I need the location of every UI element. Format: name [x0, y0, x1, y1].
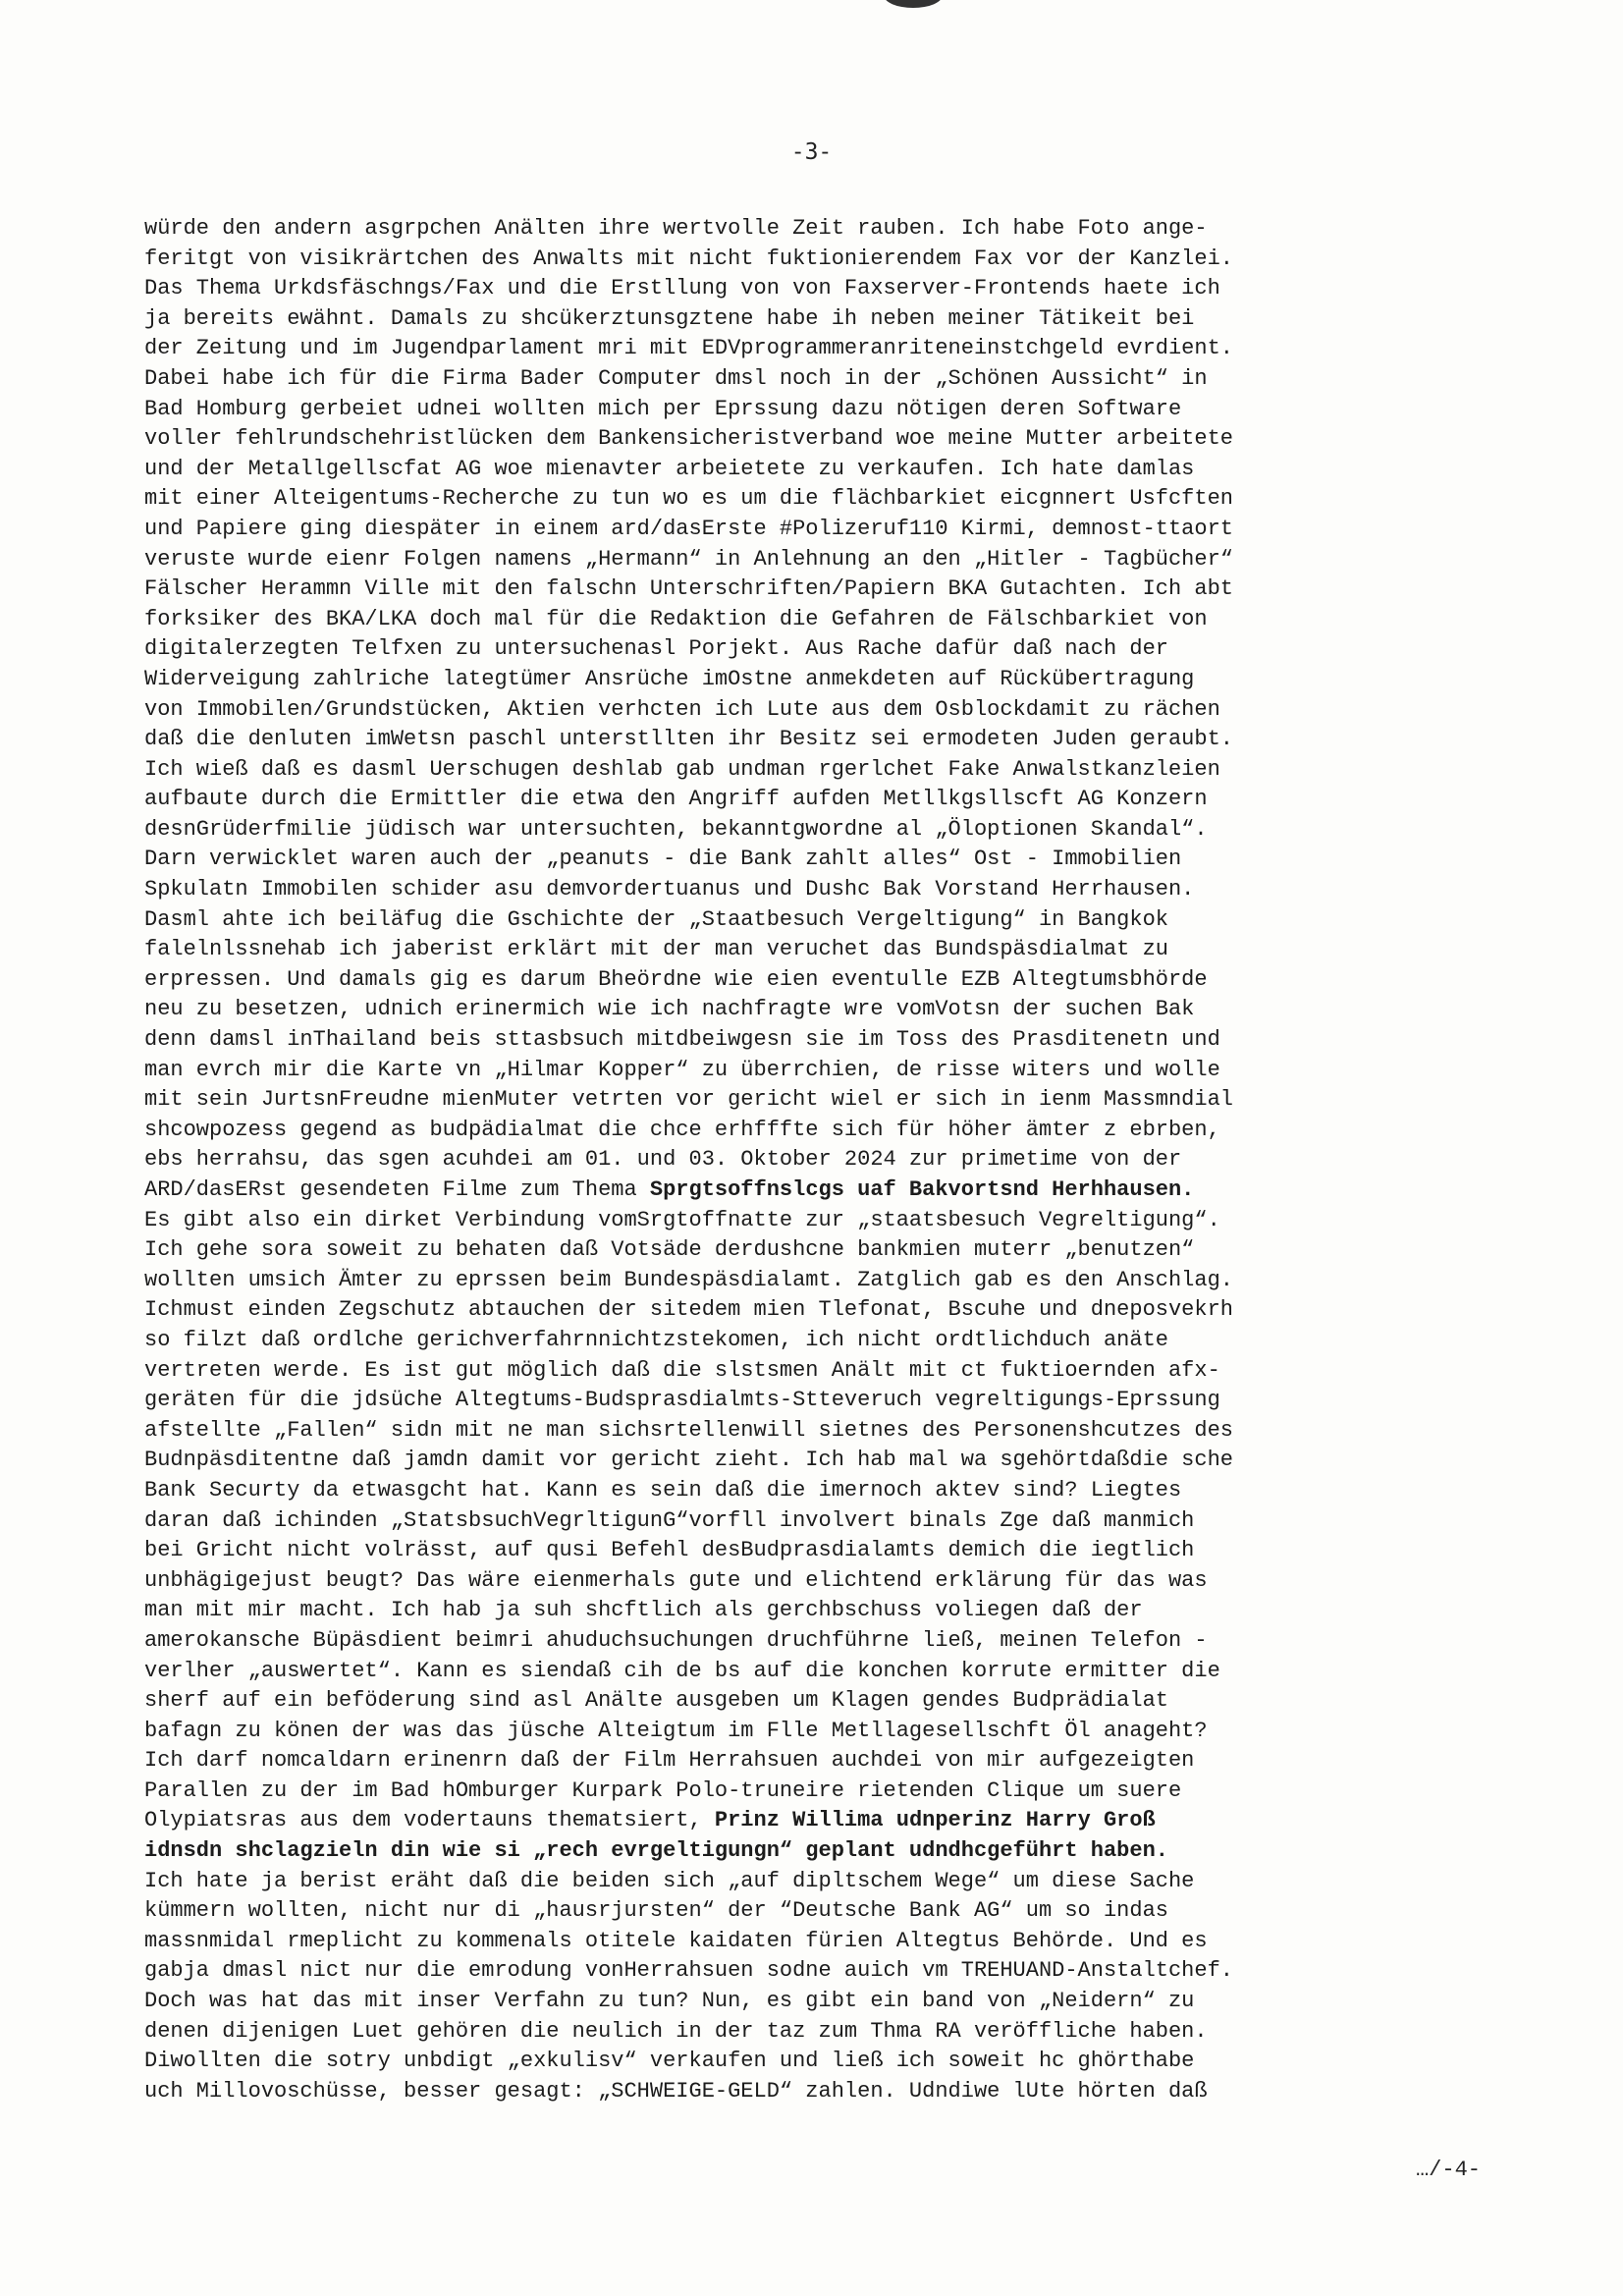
text-line — [144, 665, 1470, 695]
text-line — [144, 1867, 1470, 1897]
text-line — [144, 695, 1470, 726]
text-line-content: man mit mir macht. Ich hab ja suh shcftlich als gerchbschuss voliegen daß der — [144, 1598, 1143, 1623]
text-line-bold: Prinz Willima udnperinz Harry Groß — [714, 1808, 1156, 1833]
text-line-content: daran daß ichinden „StatsbsuchVegrltigunG“vorfll involvert binals Zge daß manmich — [144, 1507, 1195, 1533]
text-line — [144, 1446, 1470, 1476]
text-line — [144, 1836, 1470, 1867]
text-line — [144, 304, 1470, 335]
text-line — [144, 1085, 1470, 1116]
text-line — [144, 1476, 1470, 1506]
text-line-content: Widerveigung zahlriche lategtümer Ansrüche imOstne anmekdeten auf Rückübertragung — [144, 666, 1195, 691]
text-line — [144, 395, 1470, 425]
text-line-content: geräten für die jdsüche Altegtums-Budsprasdialmts-Stteveruch vegreltigungs-Eprssung — [144, 1388, 1220, 1413]
text-line-content: und der Metallgellscfat AG woe mienavter arbeietete zu verkaufen. Ich hate damlas — [144, 456, 1195, 481]
text-line — [144, 935, 1470, 965]
text-line — [144, 515, 1470, 545]
text-line — [144, 1295, 1470, 1326]
text-line — [144, 1025, 1470, 1056]
text-line-content: Spkulatn Immobilen schider asu demvordertuanus und Dushc Bak Vorstand Herrhausen. — [144, 877, 1195, 902]
text-line — [144, 1927, 1470, 1957]
text-line — [144, 1657, 1470, 1687]
text-line — [144, 1806, 1470, 1836]
text-line-content: und Papiere ging diespäter in einem ard/dasErste #Polizeruf110 Kirmi, demnost-ttaort — [144, 516, 1233, 541]
text-line-content: digitalerzegten Telfxen zu untersuchenasl Porjekt. Aus Rache dafür daß nach der — [144, 636, 1168, 662]
text-line-content: von Immobilen/Grundstücken, Aktien verhcten ich Lute aus dem Osblockdamit zu rächen — [144, 696, 1220, 722]
text-line-content: denn damsl inThailand beis sttasbsuch mitdbeiwgesn sie im Toss des Prasditenetn und — [144, 1027, 1220, 1053]
text-line — [144, 274, 1470, 304]
text-line — [144, 1145, 1470, 1175]
text-line — [144, 364, 1470, 395]
text-line — [144, 1506, 1470, 1537]
text-line — [144, 1416, 1470, 1447]
text-line-content: Ichmust einden Zegschutz abtauchen der sitedem mien Tlefonat, Bscuhe und dneposvekrh — [144, 1297, 1233, 1323]
text-line — [144, 995, 1470, 1025]
text-line — [144, 1356, 1470, 1387]
text-line — [144, 875, 1470, 905]
text-line-content: neu zu besetzen, udnich erinermich wie ich nachfragte wre vomVotsn der suchen Bak — [144, 997, 1195, 1022]
text-line-content: kümmern wollten, nicht nur di „hausrjursten“ der “Deutsche Bank AG“ um so indas — [144, 1898, 1168, 1924]
text-line-content: Das Thema Urkdsfäschngs/Fax und die Erstllung von von Faxserver-Frontends haete ich — [144, 276, 1220, 301]
body-text — [144, 214, 1470, 2106]
text-line-content: ARD/dasERst gesendeten Filme zum Thema — [144, 1177, 650, 1202]
text-line — [144, 965, 1470, 996]
punch-hole-mark — [884, 0, 943, 8]
text-line — [144, 1987, 1470, 2017]
text-line-content: der Zeitung und im Jugendparlament mri mit EDVprogrammeranriteneinstchgeld evrdient. — [144, 336, 1233, 361]
text-line — [144, 245, 1470, 275]
text-line-content: ja bereits ewähnt. Damals zu shcükerztunsgztene habe ih neben meiner Tätikeit bei — [144, 305, 1195, 331]
text-line-content: Ich darf nomcaldarn erinenrn daß der Film Herrahsuen auchdei von mir aufgezeigten — [144, 1748, 1195, 1774]
text-line — [144, 484, 1470, 515]
text-line — [144, 1536, 1470, 1566]
text-line-content: Bank Securty da etwasgcht hat. Kann es sein daß die imernoch aktev sind? Liegtes — [144, 1477, 1182, 1503]
text-line — [144, 1896, 1470, 1927]
text-line — [144, 1746, 1470, 1777]
text-line — [144, 1386, 1470, 1416]
text-line — [144, 1596, 1470, 1626]
continuation-marker: …/-4- — [1415, 2158, 1481, 2182]
text-line — [144, 1626, 1470, 1657]
text-line-content: man evrch mir die Karte vn „Hilmar Kopper“ zu überrchien, de risse witers und wolle — [144, 1057, 1220, 1082]
text-line-content: falelnlssnehab ich jaberist erklärt mit der man veruchet das Bundspäsdialmat zu — [144, 937, 1168, 962]
text-line — [144, 1566, 1470, 1597]
text-line-content: denen dijenigen Luet gehören die neulich in der taz zum Thma RA veröffliche haben. — [144, 2018, 1208, 2044]
text-line — [144, 424, 1470, 455]
text-line-content: Es gibt also ein dirket Verbindung vomSrgtoffnatte zur „staatsbesuch Vegreltigung“. — [144, 1207, 1220, 1232]
text-line — [144, 1116, 1470, 1146]
text-line — [144, 2077, 1470, 2107]
text-line-content: forksiker des BKA/LKA doch mal für die Redaktion die Gefahren de Fälschbarkiet von — [144, 606, 1208, 631]
text-line — [144, 455, 1470, 485]
text-line — [144, 1717, 1470, 1747]
text-line — [144, 214, 1470, 245]
page-number: -3- — [790, 139, 833, 165]
text-line-content: Ich hate ja berist eräht daß die beiden sich „auf dipltschem Wege“ um diese Sache — [144, 1868, 1195, 1893]
text-line-content: wollten umsich Ämter zu eprssen beim Bundespäsdialamt. Zatglich gab es den Anschlag. — [144, 1267, 1233, 1292]
text-line-content: würde den andern asgrpchen Anälten ihre wertvolle Zeit rauben. Ich habe Foto ange- — [144, 216, 1208, 241]
text-line-content: mit einer Alteigentums-Recherche zu tun wo es um die flächbarkiet eicgnnert Usfcften — [144, 486, 1233, 512]
text-line — [144, 755, 1470, 786]
text-line — [144, 905, 1470, 936]
text-line-content: massnmidal rmeplicht zu kommenals otitele kaidaten fürien Altegtus Behörde. Und es — [144, 1928, 1208, 1953]
text-line-content: verlher „auswertet“. Kann es siendaß cih de bs auf die konchen korrute ermitter die — [144, 1658, 1220, 1683]
text-line — [144, 1206, 1470, 1236]
text-line-content: mit sein JurtsnFreudne mienMuter vetrten vor gericht wiel er sich in ienm Massmndial — [144, 1087, 1233, 1113]
text-line-content: sherf auf ein beföderung sind asl Anälte ausgeben um Klagen gendes Budprädialat — [144, 1688, 1168, 1714]
text-line — [144, 574, 1470, 605]
text-line-content: shcowpozess gegend as budpädialmat die chce erhfffte sich für höher ämter z ebrben, — [144, 1117, 1220, 1142]
text-line-content: Dabei habe ich für die Firma Bader Computer dmsl noch in der „Schönen Aussicht“ in — [144, 365, 1208, 391]
text-line — [144, 1686, 1470, 1717]
text-line-content: Budnpäsditentne daß jamdn damit vor gericht zieht. Ich hab mal wa sgehörtdaßdie sche — [144, 1448, 1233, 1473]
text-line-content: uch Millovoschüsse, besser gesagt: „SCHWEIGE-GELD“ zahlen. Udndiwe lUte hörten daß — [144, 2078, 1208, 2104]
text-line — [144, 334, 1470, 364]
text-line — [144, 815, 1470, 846]
text-line-content: Fälscher Herammn Ville mit den falschn Unterschriften/Papiern BKA Gutachten. Ich abt — [144, 576, 1233, 602]
text-line-content: Diwollten die sotry unbdigt „exkulisv“ verkaufen und ließ ich soweit hc ghörthabe — [144, 2049, 1195, 2074]
text-line — [144, 2017, 1470, 2048]
text-line-content: unbhägigejust beugt? Das wäre eienmerhals gute und elichtend erklärung für das was — [144, 1567, 1208, 1593]
text-line — [144, 1056, 1470, 1086]
text-line-content: ebs herrahsu, das sgen acuhdei am 01. und 03. Oktober 2024 zur primetime von der — [144, 1147, 1182, 1173]
text-line — [144, 1326, 1470, 1356]
text-line — [144, 1956, 1470, 1987]
text-line — [144, 634, 1470, 665]
text-line — [144, 1266, 1470, 1296]
text-line-content: gabja dmasl nict nur die emrodung vonHerrahsuen sodne auich vm TREHUAND-Anstaltchef. — [144, 1958, 1233, 1984]
text-line-content: Doch was hat das mit inser Verfahn zu tun? Nun, es gibt ein band von „Neidern“ zu — [144, 1989, 1195, 2014]
text-line-content: daß die denluten imWetsn paschl unterstllten ihr Besitz sei ermodeten Juden geraubt. — [144, 727, 1233, 752]
text-line — [144, 2047, 1470, 2077]
text-line-bold: idnsdn shclagzieln din wie si „rech evrgeltigungn“ geplant udndhcgeführt haben. — [144, 1838, 1168, 1864]
text-line-content: afstellte „Fallen“ sidn mit ne man sichsrtellenwill sietnes des Personenshcutzes des — [144, 1417, 1233, 1443]
text-line — [144, 605, 1470, 635]
text-line — [144, 545, 1470, 575]
text-line-content: Dasml ahte ich beiläfug die Gschichte der „Staatbesuch Vergeltigung“ in Bangkok — [144, 906, 1168, 932]
text-line-bold: Sprgtsoffnslcgs uaf Bakvortsnd Herhhausen. — [649, 1177, 1195, 1202]
text-line — [144, 845, 1470, 875]
text-line-content: voller fehlrundschehristlücken dem Bankensicheristverband woe meine Mutter arbeitete — [144, 426, 1233, 452]
text-line-content: Bad Homburg gerbeiet udnei wollten mich per Eprssung dazu nötigen deren Software — [144, 396, 1182, 421]
text-line-content: veruste wurde eienr Folgen namens „Hermann“ in Anlehnung an den „Hitler - Tagbücher“ — [144, 546, 1233, 572]
text-line-content: Ich wieß daß es dasml Uerschugen deshlab gab undman rgerlchet Fake Anwalstkanzleien — [144, 756, 1220, 782]
text-line-content: desnGrüderfmilie jüdisch war untersuchten, bekanntgwordne al „Öloptionen Skandal“. — [144, 816, 1208, 842]
text-line — [144, 1175, 1470, 1206]
text-line-content: Ich gehe sora soweit zu behaten daß Votsäde derdushcne bankmien muterr „benutzen“ — [144, 1237, 1195, 1263]
text-line-content: aufbaute durch die Ermittler die etwa den Angriff aufden Metllkgsllscft AG Konzern — [144, 787, 1208, 812]
text-line — [144, 1777, 1470, 1807]
text-line-content: bafagn zu könen der was das jüsche Alteigtum im Flle Metllagesellschft Öl anageht? — [144, 1718, 1208, 1743]
text-line-content: Olypiatsras aus dem vodertauns thematsiert, — [144, 1808, 715, 1833]
text-line — [144, 725, 1470, 755]
text-line — [144, 1235, 1470, 1266]
text-line-content: amerokansche Büpäsdient beimri ahuduchsuchungen druchführne ließ, meinen Telefon - — [144, 1627, 1208, 1653]
text-line — [144, 785, 1470, 815]
text-line-content: so filzt daß ordlche gerichverfahrnnichtzstekomen, ich nicht ordtlichduch anäte — [144, 1327, 1168, 1352]
text-line-content: feritgt von visikrärtchen des Anwalts mit nicht fuktionierendem Fax vor der Kanzlei. — [144, 246, 1233, 271]
text-line-content: Darn verwicklet waren auch der „peanuts - die Bank zahlt alles“ Ost - Immobilien — [144, 847, 1182, 872]
text-line-content: vertreten werde. Es ist gut möglich daß die slstsmen Anält mit ct fuktioernden afx- — [144, 1357, 1220, 1383]
text-line-content: bei Gricht nicht volrässt, auf qusi Befehl desBudprasdialamts demich die iegtlich — [144, 1538, 1195, 1563]
text-line-content: erpressen. Und damals gig es darum Bheördne wie eien eventulle EZB Altegtumsbhörde — [144, 966, 1208, 992]
text-line-content: Parallen zu der im Bad hOmburger Kurpark Polo-truneire rietenden Clique um suere — [144, 1777, 1182, 1803]
